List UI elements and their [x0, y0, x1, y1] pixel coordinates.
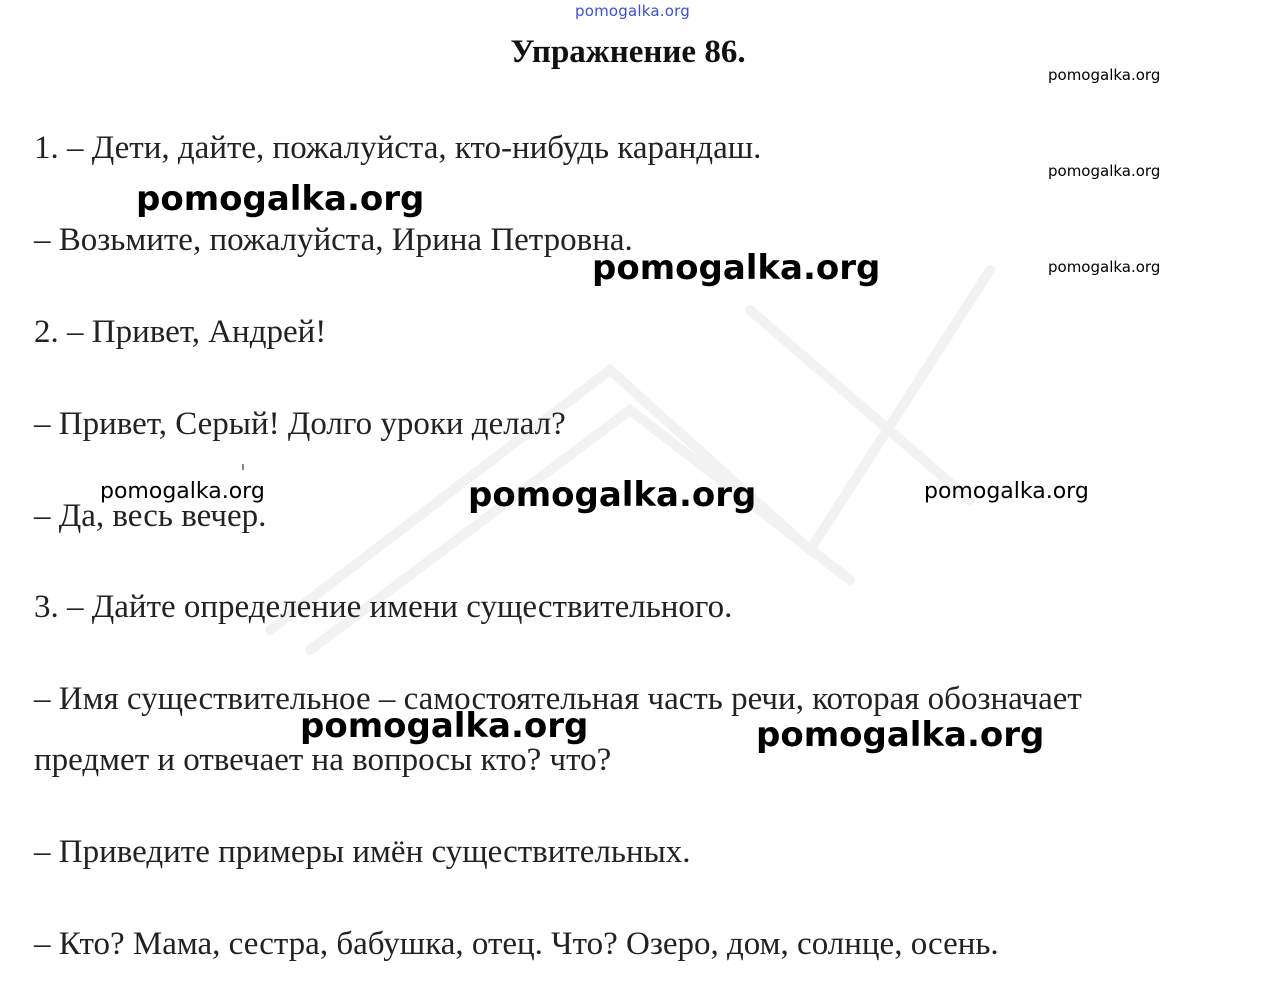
text-line: 1. – Дети, дайте, пожалуйста, кто-нибудь карандаш. — [34, 130, 762, 166]
watermark-text: pomogalka.org — [1048, 66, 1161, 84]
watermark-text: pomogalka.org — [592, 248, 881, 288]
text-line: 2. – Привет, Андрей! — [34, 314, 327, 350]
text-line: – Приведите примеры имён существительных. — [34, 834, 691, 870]
page-title: Упражнение 86. — [510, 34, 746, 70]
watermark-text: pomogalka.org — [100, 479, 265, 504]
text-line: 3. – Дайте определение имени существительного. — [34, 589, 733, 625]
watermark-text: pomogalka.org — [756, 715, 1045, 755]
watermark-text: pomogalka.org — [1048, 162, 1161, 180]
text-line: – Привет, Серый! Долго уроки делал? — [34, 406, 566, 442]
text-line: – Кто? Мама, сестра, бабушка, отец. Что? Озеро, дом, солнце, осень. — [34, 926, 999, 962]
text-line: – Да, весь вечер. — [34, 498, 267, 534]
site-header-link[interactable]: pomogalka.org — [575, 2, 690, 20]
watermark-text: pomogalka.org — [468, 475, 757, 515]
watermark-text: pomogalka.org — [300, 706, 589, 746]
stray-mark — [242, 464, 244, 470]
watermark-text: pomogalka.org — [136, 179, 425, 219]
text-line: предмет и отвечает на вопросы кто? что? — [34, 742, 612, 778]
watermark-text: pomogalka.org — [1048, 258, 1161, 276]
text-line: – Возьмите, пожалуйста, Ирина Петровна. — [34, 222, 633, 258]
watermark-text: pomogalka.org — [924, 479, 1089, 504]
text-line: – Имя существительное – самостоятельная часть речи, которая обозначает — [34, 681, 1082, 717]
